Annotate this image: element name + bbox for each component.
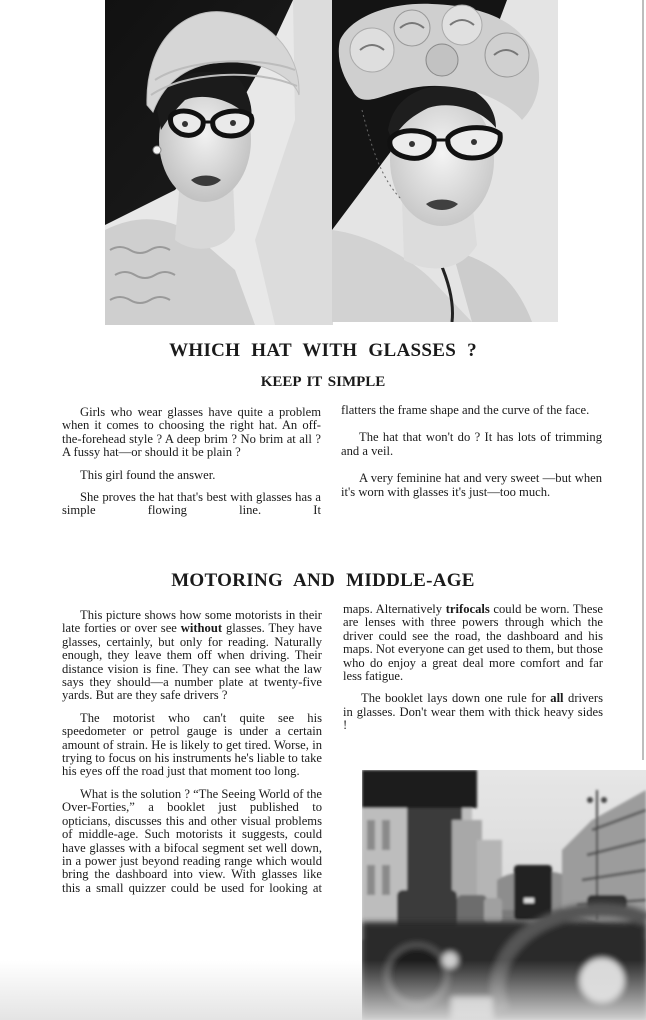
motoring-article-left-column (62, 609, 322, 904)
photo-simple-hat (105, 0, 333, 325)
paragraph: Girls who wear glasses have quite a problem when it comes to choosing the right hat. An off-the-forehead style ? A deep brim ? No brim at all ? A fussy hat—or should it be plain ? (62, 405, 321, 460)
motoring-article-right-column (343, 603, 603, 742)
paragraph: The motorist who can't quite see his speedometer or petrol gauge is under a certain amount of strain. He is likely to get tired. Worse, in trying to focus on his instruments he's liable to take his eyes off the road just that moment too long. (62, 710, 322, 779)
woman-simple-hat-illustration (105, 0, 333, 325)
woman-trimmed-hat-illustration (332, 0, 558, 322)
paragraph: The hat that won't do ? It has lots of trimming and a veil. (341, 430, 602, 458)
emphasis-without: without (180, 621, 223, 636)
article-title-motoring: MOTORING AND MIDDLE-AGE (171, 570, 475, 591)
paragraph: A very feminine hat and very sweet —but when it's worn with glasses it's just—too much. (341, 471, 602, 499)
article-title-hats: WHICH HAT WITH GLASSES ? (169, 340, 477, 361)
emphasis-all: all (550, 691, 564, 706)
hat-article-left-column (62, 406, 321, 527)
page-bottom-shading (0, 960, 646, 1020)
paragraph: maps. Alternatively trifocals could be worn. These are lenses with three powers through which the driver could see the road, the dashboard and his maps. Not everyone can get used to them, but those who do enjoy a great deal more comfort and far less fatigue. (343, 602, 603, 684)
photo-trimmed-hat (332, 0, 558, 322)
paragraph: This girl found the answer. (80, 467, 216, 482)
hat-article-right-column (341, 404, 602, 508)
paragraph: This picture shows how some motorists in their late forties or over see without glasses. They have glasses, certainly, but only for reading. Naturally enough, they leave them off when driving. Their distance vision is fine. They can see what the law says they should—a number plate at twenty-five yards. But are they safe drivers ? (62, 608, 322, 703)
paragraph: The booklet lays down one rule for all drivers in glasses. Don't wear them with thick heavy sides ! (343, 691, 603, 733)
article-subtitle-hats: KEEP IT SIMPLE (260, 374, 386, 390)
paragraph: What is the solution ? “The Seeing World of the Over-Forties,” a booklet just published to opticians, discusses this and other visual problems of middle-age. Such motorists it suggests, could have glasses with a bifocal segment set well down, in a power just beyond reading range which would bring the dashboard into view. With glasses like this a small quizzer could be used for looking at (62, 786, 322, 895)
paragraph: She proves the hat that's best with glasses has a simple flowing line. It (62, 490, 321, 518)
emphasis-trifocals: trifocals (445, 602, 490, 616)
paragraph: flatters the frame shape and the curve of the face. (341, 403, 590, 417)
